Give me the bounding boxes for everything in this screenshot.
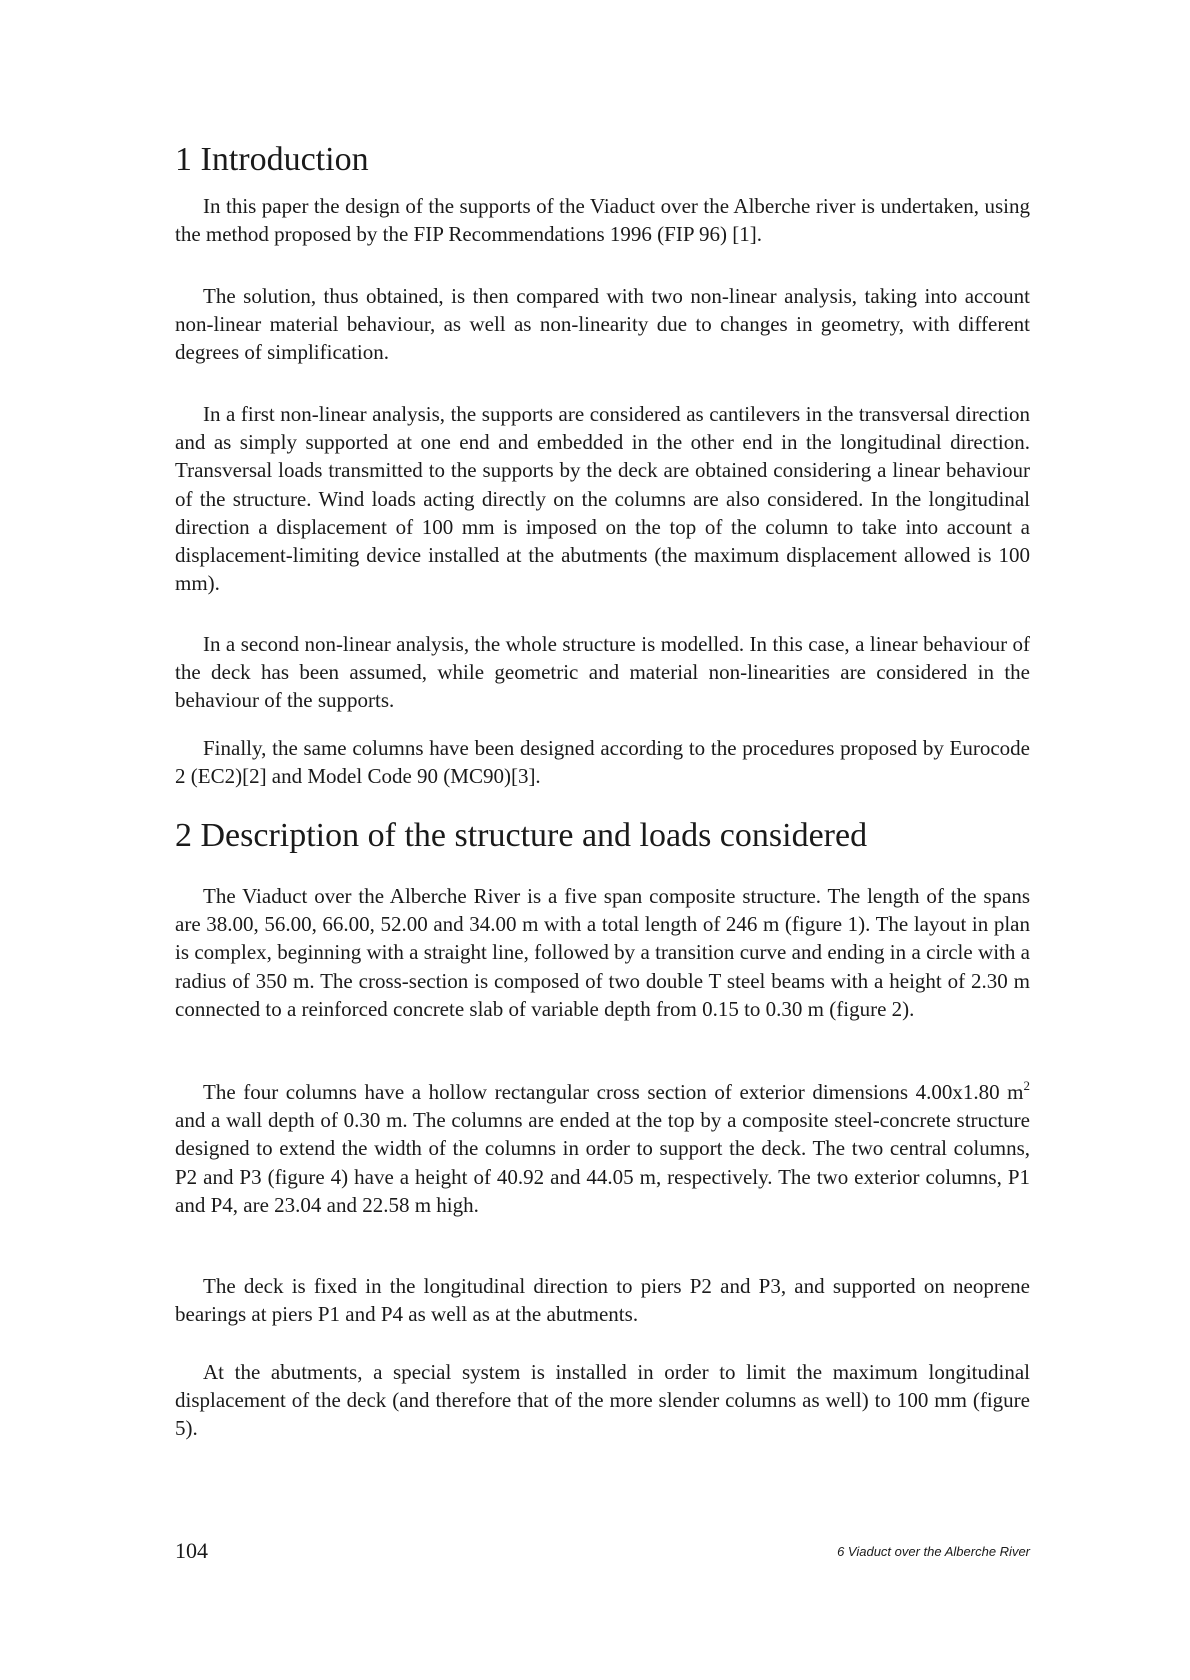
running-title: 6 Viaduct over the Alberche River [837,1544,1030,1559]
paragraph: In a first non-linear analysis, the supports are considered as cantilevers in the transversal direction and as simply supported at one end and embedded in the other end in the longitudinal direction. Transversal loads transmitted to the supports by the deck are obtained considering a linear behaviour of the structure. Wind loads acting directly on the columns are also considered. In the longitudinal direction a displacement of 100 mm is imposed on the top of the column to take into account a displacement-limiting device installed at the abutments (the maximum displacement allowed is 100 mm). [175,402,1030,596]
paragraph [175,1078,1030,1219]
paragraph-text: and a wall depth of 0.30 m. The columns are ended at the top by a composite steel-concrete structure designed to extend the width of the columns in order to support the deck. The two central columns, P2 and P3 (figure 4) have a height of 40.92 and 44.05 m, respectively. The two exterior columns, P1 and P4, are 23.04 and 22.58 m high. [175,1108,1030,1217]
paragraph: The Viaduct over the Alberche River is a five span composite structure. The length of the spans are 38.00, 56.00, 66.00, 52.00 and 34.00 m with a total length of 246 m (figure 1). The layout in plan is complex, beginning with a straight line, followed by a transition curve and ending in a circle with a radius of 350 m. The cross-section is composed of two double T steel beams with a height of 2.30 m connected to a reinforced concrete slab of variable depth from 0.15 to 0.30 m (figure 2). [175,884,1030,1021]
page-number: 104 [175,1538,208,1563]
paragraph: The deck is fixed in the longitudinal direction to piers P2 and P3, and supported on neoprene bearings at piers P1 and P4 as well as at the abutments. [175,1274,1030,1327]
paragraph-text: The four columns have a hollow rectangular cross section of exterior dimensions 4.00x1.80 m [203,1080,1024,1104]
paragraph: At the abutments, a special system is installed in order to limit the maximum longitudinal displacement of the deck (and therefore that of the more slender columns as well) to 100 mm (figure 5). [175,1360,1030,1441]
section-heading-introduction: 1 Introduction [175,141,369,178]
superscript: 2 [1023,1078,1030,1093]
paragraph: Finally, the same columns have been designed according to the procedures proposed by Eurocode 2 (EC2)[2] and Model Code 90 (MC90)[3]. [175,736,1030,789]
paragraph: The solution, thus obtained, is then compared with two non-linear analysis, taking into account non-linear material behaviour, as well as non-linearity due to changes in geometry, with different degrees of simplification. [175,284,1030,365]
section-heading-description: 2 Description of the structure and loads considered [175,817,868,854]
paragraph: In a second non-linear analysis, the whole structure is modelled. In this case, a linear behaviour of the deck has been assumed, while geometric and material non-linearities are considered in the behaviour of the supports. [175,632,1030,713]
paragraph: In this paper the design of the supports of the Viaduct over the Alberche river is undertaken, using the method proposed by the FIP Recommendations 1996 (FIP 96) [1]. [175,194,1030,247]
